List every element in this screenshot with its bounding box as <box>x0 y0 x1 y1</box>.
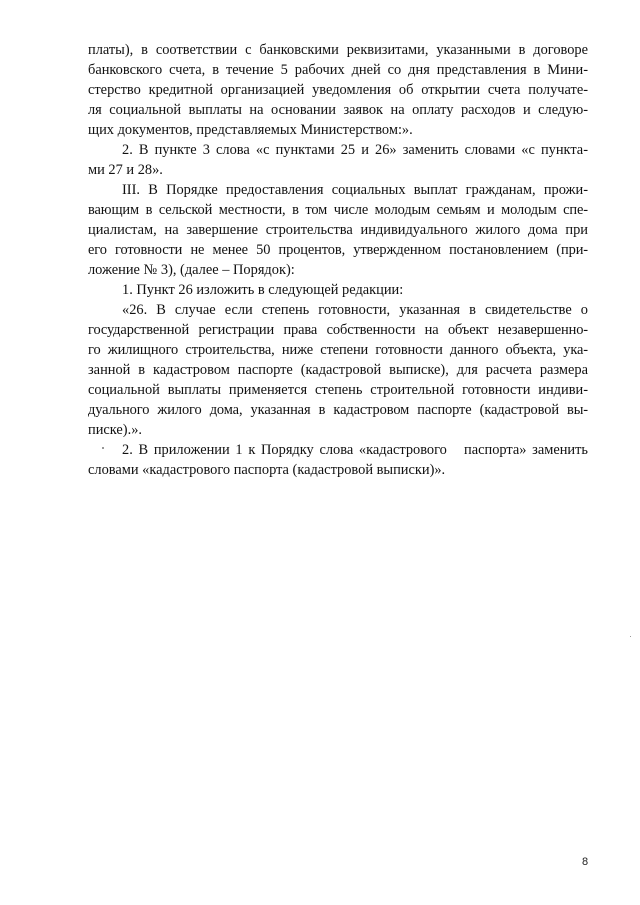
scan-speck <box>630 636 631 637</box>
text-line: 2. В приложении 1 к Порядку слова «кадастрового паспорта» заменить <box>122 442 588 458</box>
text-line: банковского счета, в течение 5 рабочих дней со дня представления в Мини- <box>88 62 588 78</box>
text-line: 1. Пункт 26 изложить в следующей редакции: <box>122 282 404 298</box>
text-line: его готовности не менее 50 процентов, утвержденном постановлением (при- <box>88 242 588 258</box>
text-line: щих документов, представляемых Министерством:». <box>88 122 413 138</box>
text-line: словами «кадастрового паспорта (кадастровой выписки)». <box>88 462 446 478</box>
text-line: платы), в соответствии с банковскими реквизитами, указанными в договоре <box>88 42 588 58</box>
text-line: го жилищного строительства, ниже степени готовности данного объекта, ука- <box>88 342 588 358</box>
section-heading-line: III. В Порядке предоставления социальных выплат гражданам, прожи- <box>122 182 588 198</box>
scan-speck <box>102 447 104 449</box>
text-line: социальной выплаты применяется степень строительной готовности индиви- <box>88 382 588 398</box>
text-line: «26. В случае если степень готовности, указанная в свидетельстве о <box>122 302 588 318</box>
text-line: ложение № 3), (далее – Порядок): <box>88 262 295 278</box>
text-line: стерство кредитной организацией уведомления об открытии счета получате- <box>88 82 588 98</box>
text-line: государственной регистрации права собственности на объект незавершенно- <box>88 322 588 338</box>
text-line: циалистам, на завершение строительства индивидуального жилого дома при <box>88 222 588 238</box>
text-line: вающим в сельской местности, в том числе молодым семьям и молодым спе- <box>88 202 588 218</box>
text-line: ми 27 и 28». <box>88 162 163 178</box>
text-line: дуального жилого дома, указанная в кадастровом паспорте (кадастровой вы- <box>88 402 588 418</box>
text-line: 2. В пункте 3 слова «с пунктами 25 и 26» заменить словами «с пункта- <box>122 142 588 158</box>
text-line: занной в кадастровом паспорте (кадастровой выписке), для расчета размера <box>88 362 588 378</box>
page-number: 8 <box>582 856 589 868</box>
text-line: писке).». <box>88 422 142 438</box>
text-line: ля социальной выплаты на основании заявок на оплату расходов и следую- <box>88 102 588 118</box>
